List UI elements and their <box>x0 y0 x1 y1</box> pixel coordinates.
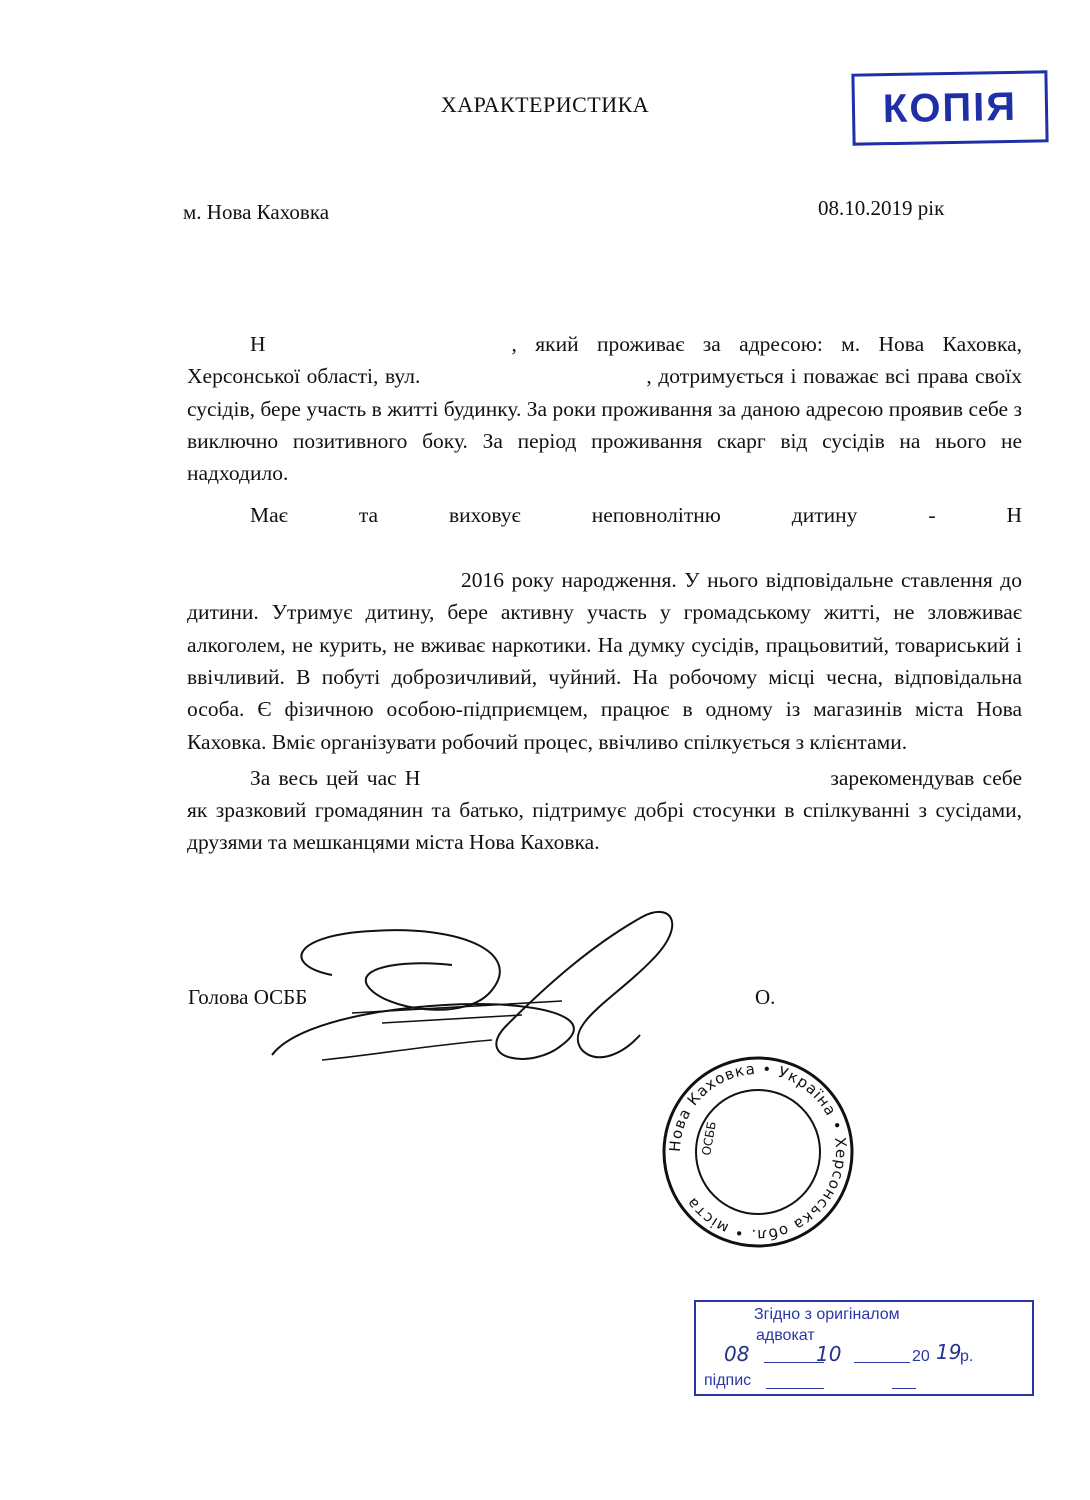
certify-year: 19 <box>936 1340 962 1364</box>
certify-sign-label: підпис <box>704 1372 752 1389</box>
signatory-title: Голова ОСББ <box>188 985 308 1009</box>
certify-year-prefix: 20 <box>912 1348 930 1365</box>
copy-stamp: КОПІЯ <box>851 70 1048 145</box>
p1-address: , який проживає за адресою: м. Нова Каховка, Херсонської області, вул. <box>187 332 1022 389</box>
document-body <box>187 328 1022 859</box>
certify-day: 08 <box>724 1342 750 1366</box>
p2-start: Має та виховує неповнолітню дитину - Н <box>250 503 1022 528</box>
certify-line1: Згідно з оригіналом <box>754 1306 900 1323</box>
p3-start: За весь цей час Н <box>250 765 421 790</box>
signatory-name: О. <box>755 985 776 1009</box>
p1-start: Н <box>250 332 266 356</box>
document-city: м. Нова Каховка <box>183 200 330 224</box>
paragraph-child <box>187 499 1022 757</box>
certify-suffix: р. <box>960 1348 974 1365</box>
handwritten-signature <box>262 905 702 1085</box>
seal-outer-text: Нова Каховка • Україна • Херсонська обл. • міста <box>665 1059 851 1245</box>
document-title: ХАРАКТЕРИСТИКА <box>440 92 650 117</box>
round-seal <box>658 1052 858 1252</box>
certify-line2: адвокат <box>756 1327 815 1344</box>
certify-month: 10 <box>816 1342 842 1366</box>
paragraph-conclusion <box>187 762 1022 859</box>
certification-stamp <box>694 1300 1034 1396</box>
certify-sign-line <box>766 1388 824 1389</box>
seal-inner-text: ОСББ <box>699 1120 719 1157</box>
document-date: 08.10.2019 рік <box>818 196 945 220</box>
svg-text:Нова Каховка • Україна • Херсо <box>666 1060 850 1244</box>
certify-sign-line <box>892 1388 916 1389</box>
p1-end: , дотримується і поважає всі права своїх сусідів, бере участь в житті будинку. За роки проживання за даною адресою проявив себе з виключно позитивного боку. За період проживання скарг від сусідів на нього не надходило. <box>187 364 1022 486</box>
p2-end: 2016 року народження. У нього відповідальне ставлення до дитини. Утримує дитину, бере активну участь у громадському житті, не зловживає алкоголем, не курить, не вживає наркотики. На думку сусідів, працьовитий, товариський і ввічливий. В побуті доброзичливий, чуйний. На робочому місці чесна, відповідальна особа. Є фізичною особою-підприємцем, працює в одному із магазинів міста Нова Каховка. Вміє організувати робочий процес, ввічливо спілкується з клієнтами. <box>187 568 1022 754</box>
p3-end: зарекомендував себе як зразковий громадянин та батько, підтримує добрі стосунки в спілкуванні з сусідами, друзями та мешканцями міста Нова Каховка. <box>187 765 1022 855</box>
paragraph-residence <box>187 328 1022 489</box>
